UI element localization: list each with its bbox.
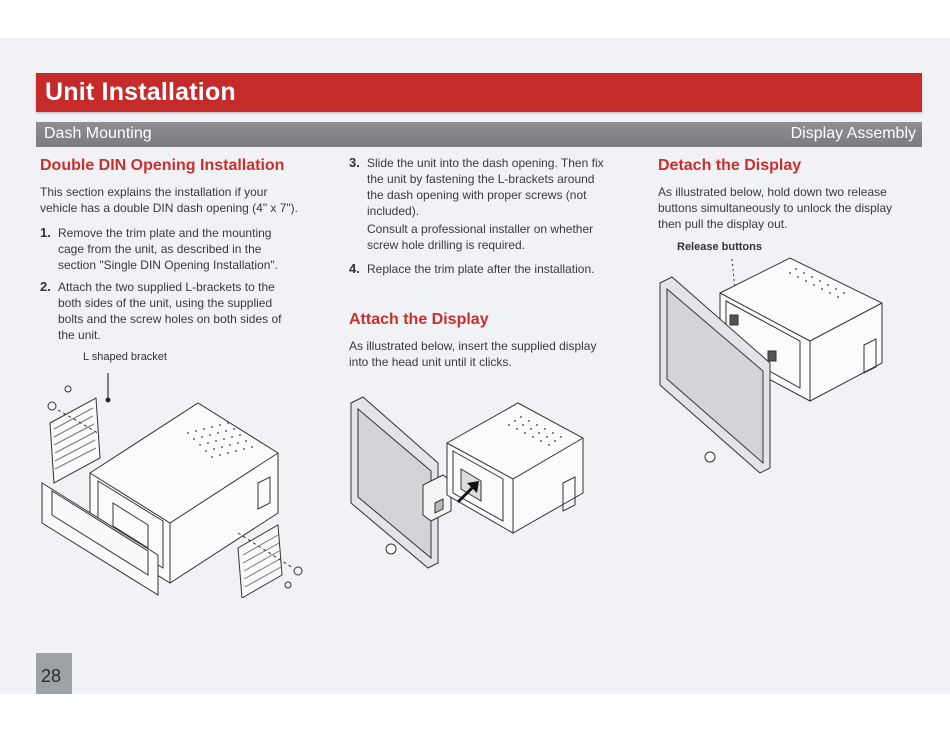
text-line: both sides of the unit, using the supplied: [58, 296, 273, 310]
step-3-note: [349, 221, 619, 255]
text-line: Remove the trim plate and the mounting: [58, 226, 272, 240]
step-text: [367, 155, 604, 219]
page-title: Unit Installation: [45, 78, 236, 106]
title-bar: [36, 73, 922, 112]
heading-double-din: Double DIN Opening Installation: [40, 157, 285, 174]
heading-detach-display: Detach the Display: [658, 157, 802, 174]
step-1: [40, 225, 300, 275]
heading-attach-display: Attach the Display: [349, 311, 489, 328]
text-line: screw hole drilling is required.: [367, 238, 526, 252]
step-4: [349, 261, 619, 279]
text-line: the unit.: [58, 328, 101, 342]
text-line: vehicle has a double DIN dash opening (4" x 7").: [40, 201, 299, 215]
text-line: As illustrated below, hold down two release: [658, 185, 887, 199]
manual-page: [0, 38, 950, 694]
attach-display-illustration: [343, 383, 593, 573]
page-number: 28: [41, 666, 62, 686]
text-line: This section explains the installation if your: [40, 185, 268, 199]
text-line: As illustrated below, insert the supplied display: [349, 339, 597, 353]
text-line: then pull the display out.: [658, 217, 788, 231]
step-text: [58, 225, 278, 273]
step-number: 3.: [349, 155, 360, 170]
step-text: [367, 221, 593, 253]
text-line: the dash opening with proper screws (not: [367, 188, 587, 202]
text-line: Slide the unit into the dash opening. Then fix: [367, 156, 604, 170]
text-line: included).: [367, 204, 420, 218]
text-line: bolts and the screw holes on both sides of: [58, 312, 282, 326]
step-number: 1.: [40, 225, 51, 240]
intro-double-din: [40, 184, 298, 216]
section-title-left: Dash Mounting: [44, 125, 152, 142]
text-line: the unit by fastening the L-brackets around: [367, 172, 595, 186]
text-line: section "Single DIN Opening Installation".: [58, 258, 278, 272]
figure-label-bracket: L shaped bracket: [83, 351, 167, 363]
text-line: buttons simultaneously to unlock the display: [658, 201, 893, 215]
step-number: 4.: [349, 261, 360, 276]
step-text: [58, 279, 281, 343]
section-title-right: Display Assembly: [790, 125, 916, 142]
bracket-installation-illustration: [38, 363, 313, 598]
step-3: [349, 155, 619, 221]
section-bar: [36, 122, 922, 147]
text-line: Attach the two supplied L-brackets to the: [58, 280, 275, 294]
text-line: cage from the unit, as described in the: [58, 242, 262, 256]
figure-label-release: Release buttons: [677, 241, 762, 253]
step-number: 2.: [40, 279, 51, 294]
page-number-tab: [36, 653, 72, 694]
text-line: Consult a professional installer on whether: [367, 222, 594, 236]
intro-detach-display: [658, 184, 892, 232]
step-2: [40, 279, 300, 345]
text-line: Replace the trim plate after the installation.: [367, 262, 595, 276]
step-text: [367, 261, 594, 277]
text-line: into the head unit until it clicks.: [349, 355, 512, 369]
intro-attach-display: [349, 338, 596, 370]
detach-display-illustration: [650, 253, 890, 478]
